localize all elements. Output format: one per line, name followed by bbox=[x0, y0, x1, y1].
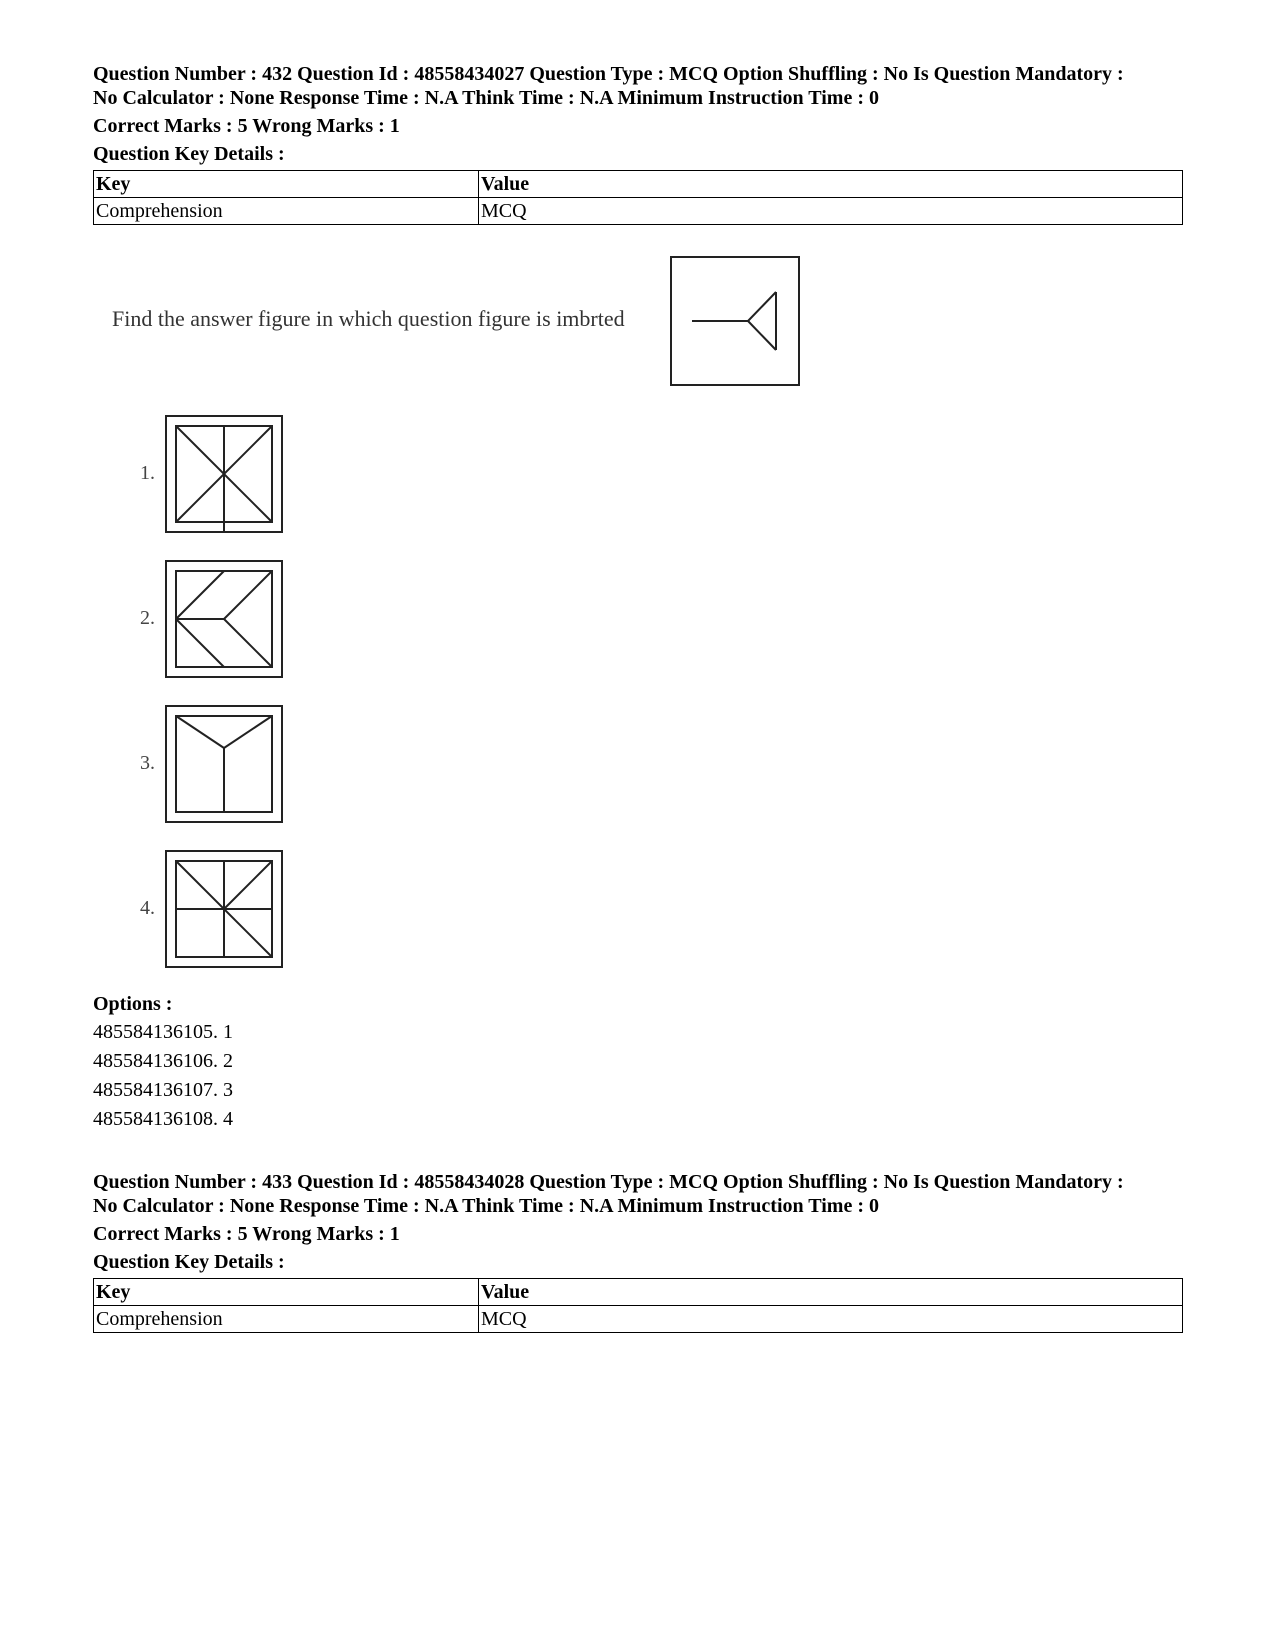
option-3[interactable]: 485584136107. 3 bbox=[93, 1079, 233, 1101]
options-label: Options : bbox=[93, 993, 173, 1015]
question-key-table bbox=[93, 1278, 1183, 1333]
table-cell-value: MCQ bbox=[479, 198, 1183, 225]
question-key-table bbox=[93, 170, 1183, 225]
table-header-row bbox=[94, 171, 1183, 198]
answer-figure-2 bbox=[165, 560, 283, 678]
options-block bbox=[93, 990, 233, 1134]
table-cell-key: Comprehension bbox=[94, 1306, 479, 1333]
question-meta-line1: Question Number : 432 Question Id : 48558434027 Question Type : MCQ Option Shuffling : No Is Question Mandatory : bbox=[93, 63, 1124, 85]
table-row bbox=[94, 198, 1183, 225]
table-cell-value: MCQ bbox=[479, 1306, 1183, 1333]
question-meta-line2: No Calculator : None Response Time : N.A Think Time : N.A Minimum Instruction Time : 0 bbox=[93, 87, 879, 109]
answer-figure-4 bbox=[165, 850, 283, 968]
question-key-details-label: Question Key Details : bbox=[93, 143, 285, 165]
question-meta-line2: No Calculator : None Response Time : N.A Think Time : N.A Minimum Instruction Time : 0 bbox=[93, 1195, 879, 1217]
option-4[interactable]: 485584136108. 4 bbox=[93, 1108, 233, 1130]
question-figure bbox=[670, 256, 800, 386]
table-header-value: Value bbox=[479, 171, 1183, 198]
question-marks: Correct Marks : 5 Wrong Marks : 1 bbox=[93, 115, 400, 137]
question-432-header bbox=[93, 62, 1183, 225]
table-header-key: Key bbox=[94, 1279, 479, 1306]
question-meta-line1: Question Number : 433 Question Id : 48558434028 Question Type : MCQ Option Shuffling : No Is Question Mandatory : bbox=[93, 1171, 1124, 1193]
table-cell-key: Comprehension bbox=[94, 198, 479, 225]
table-header-row bbox=[94, 1279, 1183, 1306]
question-key-details-label: Question Key Details : bbox=[93, 1251, 285, 1273]
figure-label-1: 1. bbox=[140, 462, 155, 484]
answer-figure-3 bbox=[165, 705, 283, 823]
option-1[interactable]: 485584136105. 1 bbox=[93, 1021, 233, 1043]
question-text: Find the answer figure in which question figure is imbrted bbox=[112, 306, 625, 331]
table-header-key: Key bbox=[94, 171, 479, 198]
question-marks: Correct Marks : 5 Wrong Marks : 1 bbox=[93, 1223, 400, 1245]
question-433-header bbox=[93, 1170, 1183, 1333]
figure-label-3: 3. bbox=[140, 752, 155, 774]
figure-label-2: 2. bbox=[140, 607, 155, 629]
table-header-value: Value bbox=[479, 1279, 1183, 1306]
figure-label-4: 4. bbox=[140, 897, 155, 919]
option-2[interactable]: 485584136106. 2 bbox=[93, 1050, 233, 1072]
table-row bbox=[94, 1306, 1183, 1333]
answer-figure-1 bbox=[165, 415, 283, 533]
